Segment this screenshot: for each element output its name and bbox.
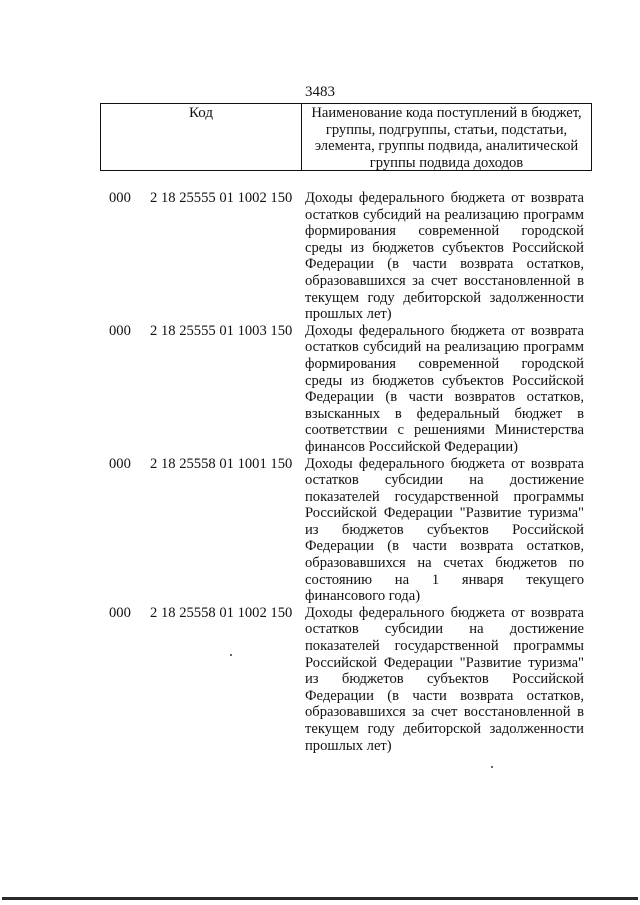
table-row	[0, 605, 640, 754]
row-revenue-code: 2 18 25558 01 1001 150	[150, 455, 293, 472]
table-row	[0, 190, 640, 323]
row-admin-code: 000	[109, 190, 131, 206]
table-row	[0, 456, 640, 605]
header-code-cell: Код	[101, 104, 302, 170]
table-header	[100, 103, 592, 171]
row-admin-code: 000	[109, 322, 131, 339]
row-revenue-code: 2 18 25558 01 1002 150	[150, 604, 293, 621]
scan-speck	[230, 654, 232, 656]
table-row	[0, 323, 640, 456]
row-description: Доходы федерального бюджета от возврата остатков субсидии на достижение показателей государственной программы Российской Федерации "Развитие туризма" из бюджетов субъектов Российской Федерации (в части возврата остатков, образовавшихся на счетах бюджетов по состоянию на 1 января текущего финансового года)	[305, 455, 584, 605]
row-admin-code: 000	[109, 604, 131, 621]
row-description: Доходы федерального бюджета от возврата остатков субсидий на реализацию программ формирования современной городской среды из бюджетов субъектов Российской Федерации (в части возвратов остатков, взысканных в федеральный бюджет в соответствии с решениями Министерства финансов Российской Федерации)	[305, 322, 584, 455]
row-description: Доходы федерального бюджета от возврата остатков субсидий на реализацию программ формирования современной городской среды из бюджетов субъектов Российской Федерации (в части возврата остатков, образовавшихся за счет восстановленной в текущем году дебиторской задолженности прошлых лет)	[305, 190, 584, 323]
row-revenue-code: 2 18 25555 01 1002 150	[150, 190, 293, 206]
header-name-cell: Наименование кода поступлений в бюджет, группы, подгруппы, статьи, подстатьи, элемента, группы подвида, аналитической группы подвида доходов	[311, 105, 582, 171]
scan-speck	[491, 766, 493, 768]
row-description: Доходы федерального бюджета от возврата остатков субсидии на достижение показателей государственной программы Российской Федерации "Развитие туризма" из бюджетов субъектов Российской Федерации (в части возврата остатков, образовавшихся за счет восстановленной в текущем году дебиторской задолженности прошлых лет)	[305, 604, 584, 754]
row-revenue-code: 2 18 25555 01 1003 150	[150, 322, 293, 339]
table-body	[0, 190, 640, 754]
scan-bottom-edge	[2, 897, 638, 900]
page-number: 3483	[305, 84, 335, 100]
row-admin-code: 000	[109, 455, 131, 472]
